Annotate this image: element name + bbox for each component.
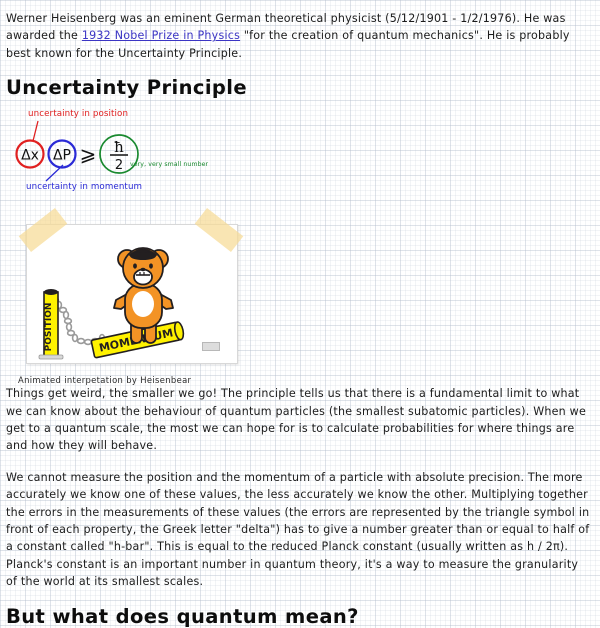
intro-text-part2: "for the creation of quantum mechanics". He is probably best known for the Uncertainty Principle. bbox=[6, 29, 570, 60]
fraction-denominator: 2 bbox=[114, 158, 124, 174]
position-annotation-label: uncertainty in position bbox=[28, 109, 129, 120]
heisenbear-illustration bbox=[18, 216, 243, 371]
bear-nose bbox=[140, 268, 145, 272]
bear-eye-right bbox=[149, 264, 153, 269]
position-post-label: POSITION bbox=[44, 302, 54, 352]
bear-muzzle bbox=[134, 270, 152, 285]
position-leader-line bbox=[33, 121, 38, 141]
illustration-caption: Animated interpetation by Heisenbear bbox=[18, 375, 192, 386]
intro-paragraph bbox=[6, 10, 592, 62]
nobel-prize-link[interactable]: 1932 Nobel Prize in Physics bbox=[81, 29, 241, 43]
delta-x-symbol: Δx bbox=[21, 147, 39, 164]
uncertainty-equation-svg bbox=[6, 109, 236, 204]
bear-eye-left bbox=[133, 264, 137, 269]
chain-icon bbox=[52, 298, 105, 345]
paragraph-one: Things get weird, the smaller we go! The principle tells us that there is a fundamental limit to what we can know about the behaviour of quantum particles (the smallest subatomic particles). When we get to a quantum scale, the most we can hope for is to calculate probabilities for where things are and how they will behave. bbox=[6, 387, 587, 453]
greater-equal-operator: ⩾ bbox=[79, 142, 97, 167]
bear-belly bbox=[132, 291, 154, 317]
heading-quantum-meaning: But what does quantum mean? bbox=[6, 604, 359, 628]
momentum-annotation-label: uncertainty in momentum bbox=[26, 182, 143, 193]
hbar-symbol: ħ bbox=[114, 138, 124, 157]
illustration-resize-handle[interactable] bbox=[202, 342, 220, 351]
delta-p-symbol: ΔP bbox=[52, 147, 72, 164]
paragraph-two: We cannot measure the position and the momentum of a particle with absolute precision. The more accurately we know one of these values, the less accurately we know the other. Multiplying together the errors in the measurements of these values (the errors are represented by the triangle symbol in front of each property, the Greek letter "delta") has to give a number greater than or equal to half of a constant called "h-bar". This is equal to the reduced Planck constant (usually written as h / 2π). Planck's constant is an important number in quantum theory, it's a way to measure the granularity of the world at its smallest scales. bbox=[6, 470, 590, 589]
intro-text-part1: Werner Heisenberg was an eminent German theoretical physicist (5/12/1901 - 1/2/1976). He was awarded the bbox=[6, 12, 566, 43]
small-number-annotation: very, very small number bbox=[130, 161, 209, 169]
heading-uncertainty-principle: Uncertainty Principle bbox=[6, 76, 247, 100]
uncertainty-equation-figure bbox=[6, 109, 592, 204]
position-post bbox=[39, 289, 63, 359]
